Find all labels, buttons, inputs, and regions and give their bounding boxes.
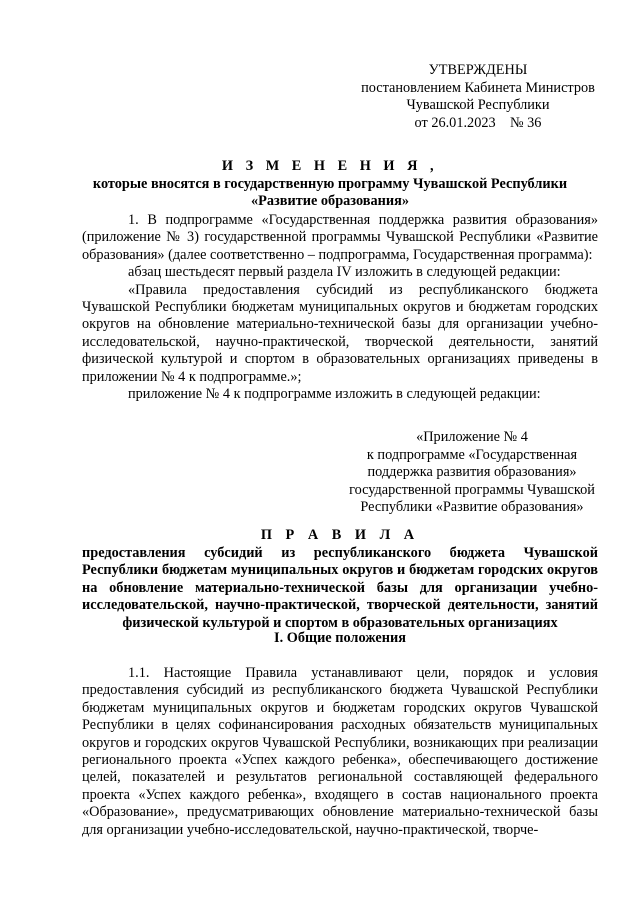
changes-subtitle-line1: которые вносятся в государственную программу Чувашской Республики — [92, 175, 568, 192]
changes-subtitle-line2: «Развитие образования» — [251, 193, 409, 209]
paragraph-3: «Правила предоставления субсидий из республиканского бюджета Чувашской Республики бюджетам муниципальных округов и бюджетам городских округов на обновление материально-технической базы для организации учебно-исследовательской, научно-практической, творческой деятельности, занятий физической культурой и спортом в образовательных организациях приведены в приложении № 4 к подпрограмме.»; — [82, 281, 598, 385]
approval-issuer: постановлением Кабинета Министров — [361, 79, 595, 96]
changes-title-block — [80, 158, 580, 211]
paragraph-1: 1. В подпрограмме «Государственная поддержка развития образования» (приложение № 3) государственной программы Чувашской Республики «Развитие образования» (далее соответственно – подпрограмма, Государственная программа): — [82, 212, 598, 263]
changes-body — [82, 212, 598, 403]
rules-description: предоставления субсидий из республиканского бюджета Чувашской Республики бюджетам муниципальных округов и бюджетам городских округов на обновление материально-технической базы для организации учебно-исследовательской, научно-практической, творческой деятельности, занятий физической культурой и спортом в образовательных организациях — [82, 544, 598, 631]
annex-line-5: Республики «Развитие образования» — [360, 499, 584, 515]
annex-line-2: к подпрограмме «Государственная — [366, 446, 578, 463]
paragraph-2: абзац шестьдесят первый раздела IV изложить в следующей редакции: — [128, 264, 561, 281]
approval-block — [358, 62, 598, 132]
changes-title: И З М Е Н Е Н И Я , — [221, 158, 439, 174]
approval-republic: Чувашской Республики — [406, 97, 550, 113]
rules-title: П Р А В И Л А — [260, 527, 420, 543]
section-1-title: I. Общие положения — [274, 630, 406, 646]
annex-header — [346, 429, 598, 517]
annex-line-4: государственной программы Чувашской — [349, 481, 595, 498]
paragraph-4: приложение № 4 к подпрограмме изложить в следующей редакции: — [128, 386, 541, 403]
rules-title-block — [82, 527, 598, 632]
approval-date-number: от 26.01.2023 № 36 — [414, 114, 542, 131]
annex-line-1: «Приложение № 4 — [416, 429, 528, 445]
section-1-body — [82, 665, 598, 839]
annex-line-3: поддержка развития образования» — [367, 464, 577, 480]
section-1-paragraph-1: 1.1. Настоящие Правила устанавливают цели, порядок и условия предоставления субсидий из республиканского бюджета Чувашской Республики бюджетам муниципальных округов и бюджетам городских округов Чувашской Республики в целях софинансирования расходных обязательств муниципальных округов и городских округов Чувашской Республики, возникающих при реализации регионального проекта «Успех каждого ребенка», обеспечивающего достижение целей, показателей и результатов региональной составляющей федерального проекта «Успех каждого ребенка», входящего в состав национального проекта «Образование», предусматривающих обновление материально-технической базы для организации учебно-исследовательской, научно-практической, творче- — [82, 665, 598, 838]
approval-heading: УТВЕРЖДЕНЫ — [428, 62, 528, 78]
